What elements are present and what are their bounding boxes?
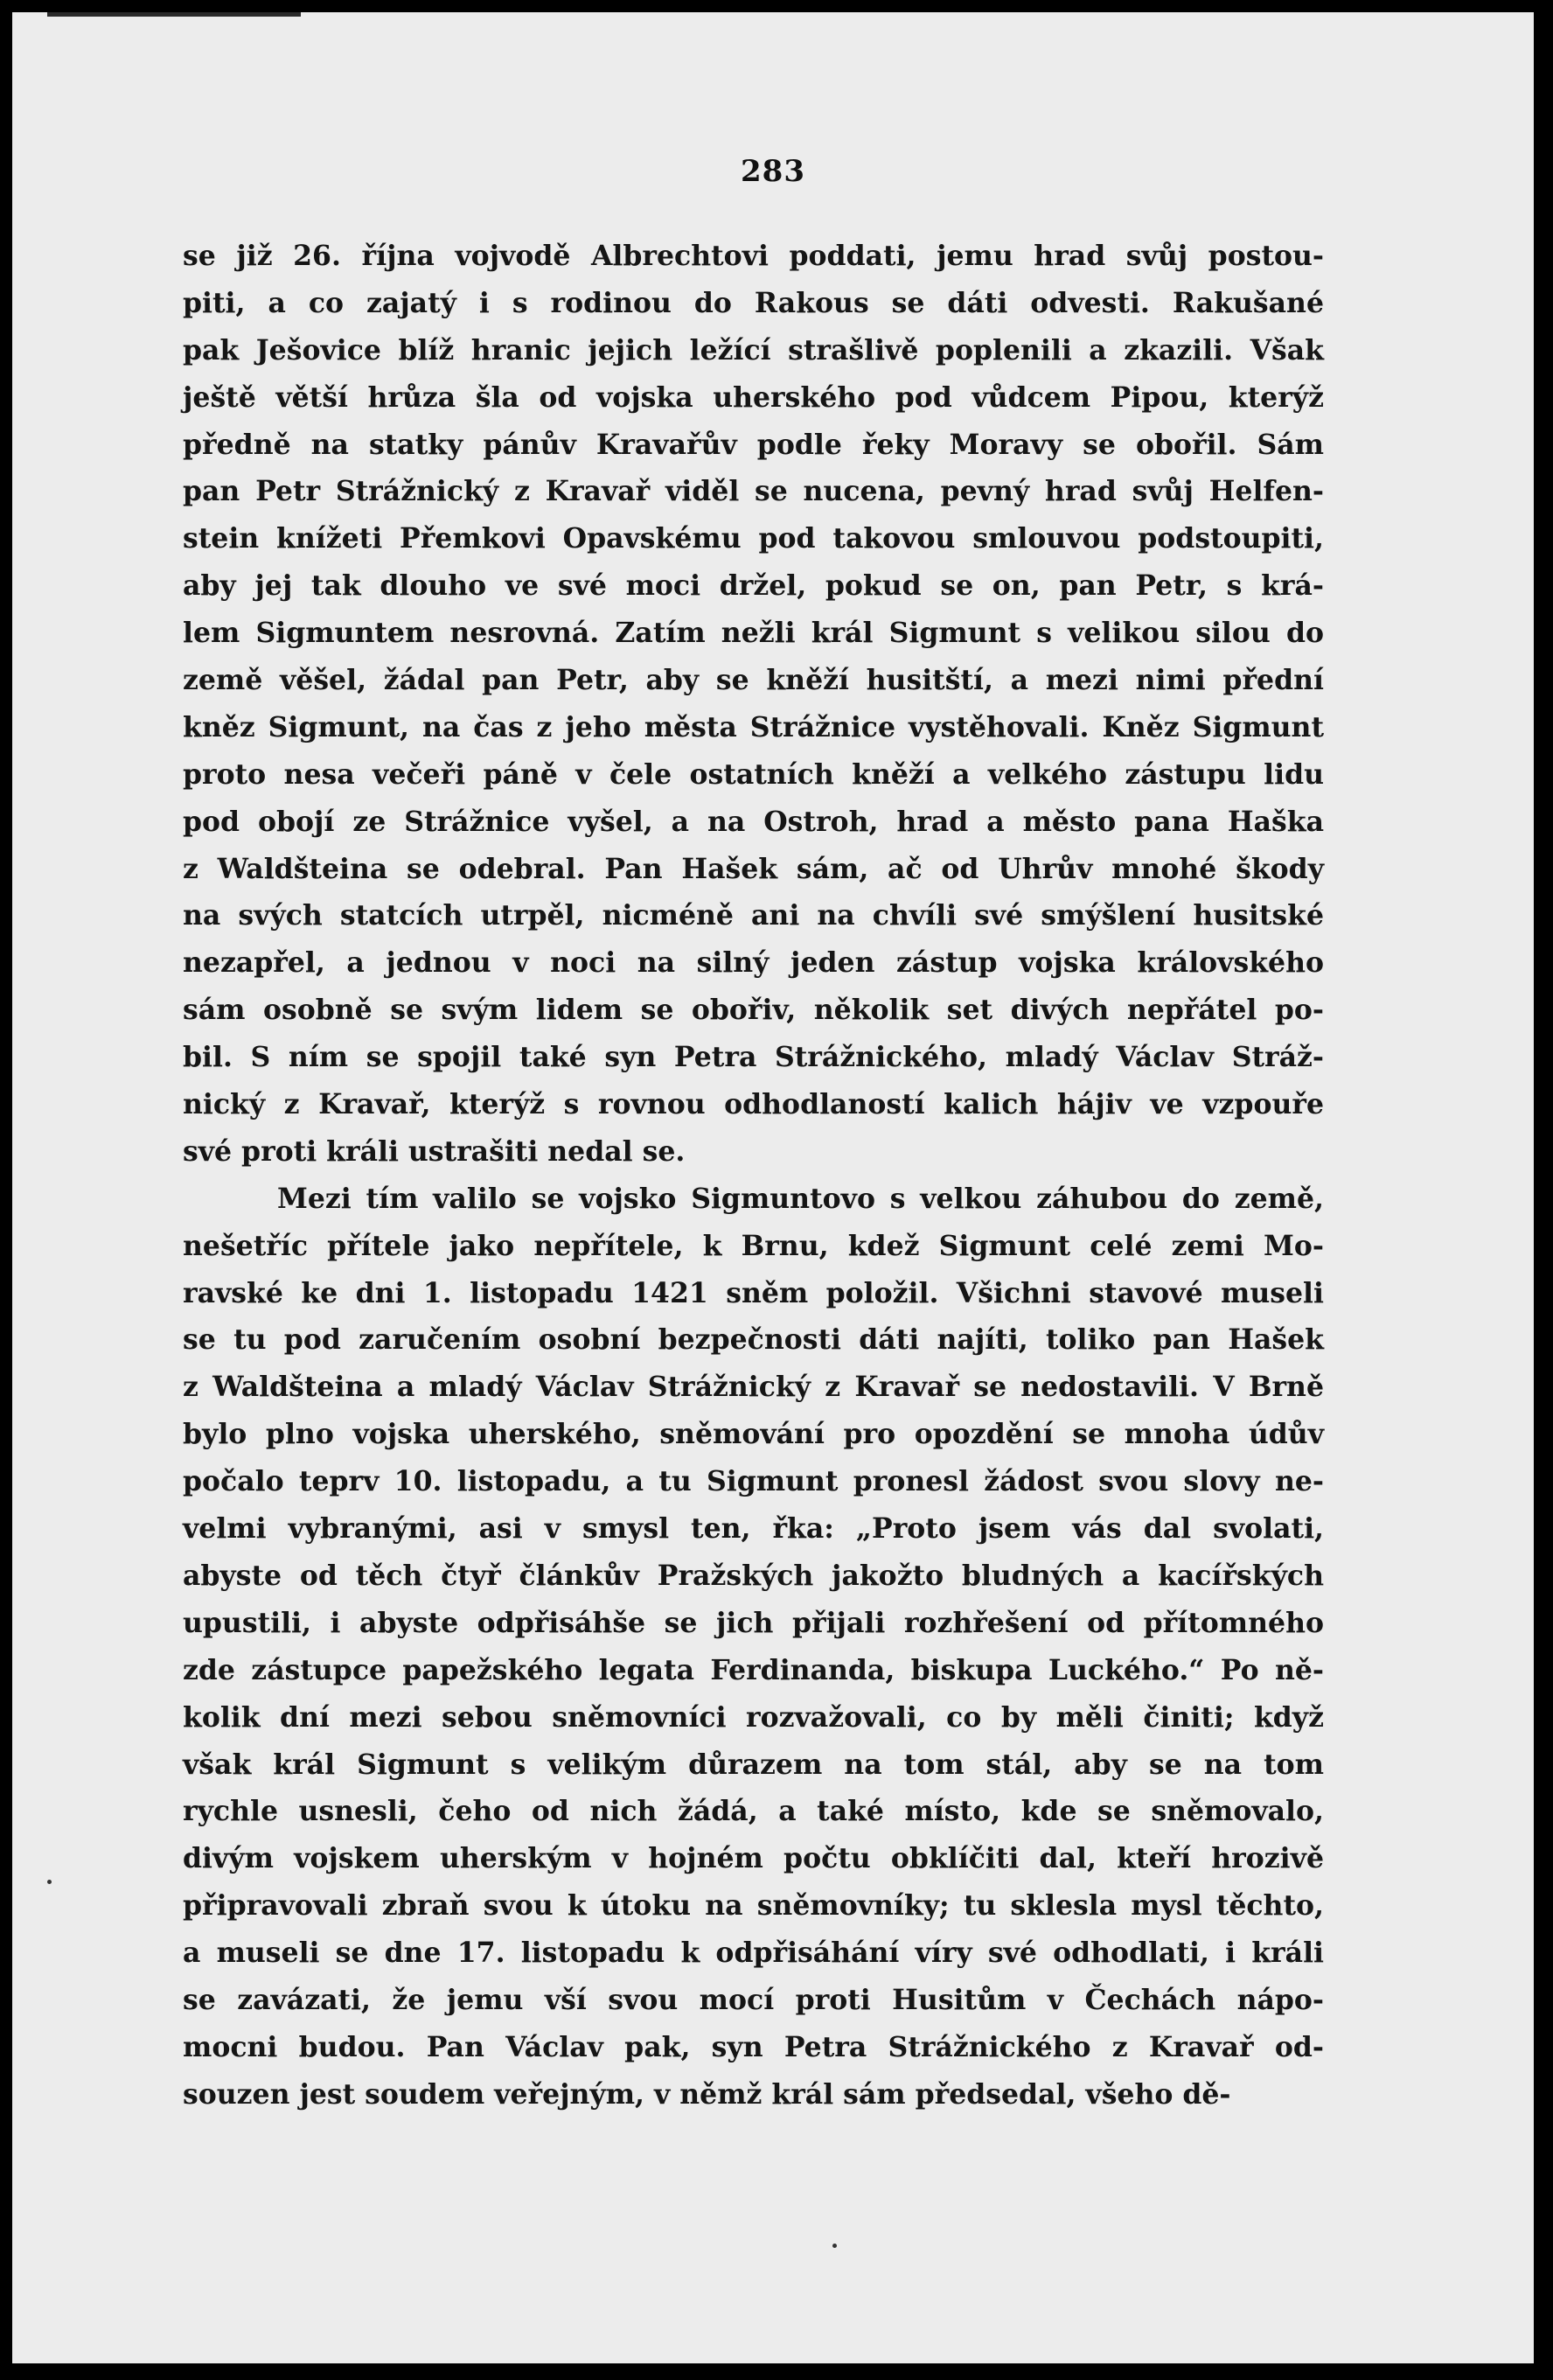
body-text — [183, 233, 1324, 2118]
scan-speck — [832, 2244, 837, 2248]
text-line: stein knížeti Přemkovi Opavskému pod takovou smlouvou podstoupiti, — [183, 522, 1324, 555]
text-line: předně na statky pánův Kravařův podle řeky Moravy se obořil. Sám — [183, 428, 1324, 461]
text-line: pod obojí ze Strážnice vyšel, a na Ostroh, hrad a město pana Haška — [183, 805, 1324, 838]
text-line: sám osobně se svým lidem se obořiv, několik set divých nepřátel po- — [183, 994, 1324, 1027]
text-line: piti, a co zajatý i s rodinou do Rakous se dáti odvesti. Rakušané — [183, 286, 1324, 319]
text-line: kolik dní mezi sebou sněmovníci rozvažovali, co by měli činiti; když — [183, 1700, 1324, 1734]
text-line: upustili, i abyste odpřisáhše se jich přijali rozhřešení od přítomného — [183, 1606, 1324, 1639]
text-line: rychle usnesli, čeho od nich žádá, a také místo, kde se sněmovalo, — [183, 1795, 1324, 1828]
text-line: se zavázati, že jemu vší svou mocí proti Husitům v Čechách nápo- — [183, 1983, 1324, 2016]
paragraph — [183, 233, 1324, 1176]
paragraph — [183, 1176, 1324, 2118]
text-line: nický z Kravař, kterýž s rovnou odhodlaností kalich hájiv ve vzpouře — [183, 1088, 1324, 1121]
text-line: souzen jest soudem veřejným, v němž král sám předsedal, všeho dě- — [183, 2077, 1231, 2111]
text-line: z Waldšteina se odebral. Pan Hašek sám, ač od Uhrův mnohé škody — [183, 852, 1324, 885]
text-line: Mezi tím valilo se vojsko Sigmuntovo s velkou záhubou do země, — [277, 1182, 1324, 1215]
text-line: abyste od těch čtyř článkův Pražských jakožto bludných a kacířských — [183, 1559, 1324, 1592]
text-line: kněz Sigmunt, na čas z jeho města Strážnice vystěhovali. Kněz Sigmunt — [183, 710, 1324, 743]
text-line: z Waldšteina a mladý Václav Strážnický z Kravař se nedostavili. V Brně — [183, 1371, 1324, 1404]
text-line: bylo plno vojska uherského, sněmování pro opozdění se mnoha údův — [183, 1418, 1324, 1451]
text-line: aby jej tak dlouho ve své moci držel, pokud se on, pan Petr, s krá- — [183, 569, 1324, 603]
text-line: bil. S ním se spojil také syn Petra Strážnického, mladý Václav Stráž- — [183, 1041, 1324, 1074]
text-line: pan Petr Strážnický z Kravař viděl se nucena, pevný hrad svůj Helfen- — [183, 475, 1324, 508]
text-line: zde zástupce papežského legata Ferdinanda, biskupa Luckého.“ Po ně- — [183, 1653, 1324, 1686]
text-line: počalo teprv 10. listopadu, a tu Sigmunt pronesl žádost svou slovy ne- — [183, 1465, 1324, 1498]
text-line: nezapřel, a jednou v noci na silný jeden zástup vojska královského — [183, 946, 1324, 980]
page-number: 283 — [741, 154, 805, 189]
text-line: však král Sigmunt s velikým důrazem na tom stál, aby se na tom — [183, 1748, 1324, 1781]
text-line: velmi vybranými, asi v smysl ten, řka: „Proto jsem vás dal svolati, — [183, 1512, 1324, 1546]
text-line: se tu pod zaručením osobní bezpečnosti dáti najíti, toliko pan Hašek — [183, 1323, 1324, 1357]
scan-edge-mark — [47, 12, 301, 17]
text-line: ravské ke dni 1. listopadu 1421 sněm položil. Všichni stavové museli — [183, 1276, 1324, 1309]
text-line: nešetříc přítele jako nepřítele, k Brnu, kdež Sigmunt celé zemi Mo- — [183, 1229, 1324, 1262]
text-line: ještě větší hrůza šla od vojska uherského pod vůdcem Pipou, kterýž — [183, 380, 1324, 414]
text-line: pak Ješovice blíž hranic jejich ležící strašlivě poplenili a zkazili. Však — [183, 333, 1324, 366]
text-line: a museli se dne 17. listopadu k odpřisáhání víry své odhodlati, i králi — [183, 1937, 1324, 1970]
text-line: divým vojskem uherským v hojném počtu obklíčiti dal, kteří hrozivě — [183, 1842, 1324, 1875]
text-line: mocni budou. Pan Václav pak, syn Petra Strážnického z Kravař od- — [183, 2030, 1324, 2063]
text-line: své proti králi ustrašiti nedal se. — [183, 1134, 686, 1168]
text-line: země věšel, žádal pan Petr, aby se kněží husitští, a mezi nimi přední — [183, 664, 1324, 697]
text-line: proto nesa večeři páně v čele ostatních kněží a velkého zástupu lidu — [183, 757, 1324, 791]
scanned-page — [12, 12, 1534, 2363]
text-line: na svých statcích utrpěl, nicméně ani na chvíli své smýšlení husitské — [183, 899, 1324, 932]
text-line: lem Sigmuntem nesrovná. Zatím nežli král Sigmunt s velikou silou do — [183, 617, 1324, 650]
text-line: připravovali zbraň svou k útoku na sněmovníky; tu sklesla mysl těchto, — [183, 1889, 1324, 1923]
scan-speck — [47, 1880, 52, 1884]
text-line: se již 26. října vojvodě Albrechtovi poddati, jemu hrad svůj postou- — [183, 240, 1324, 272]
